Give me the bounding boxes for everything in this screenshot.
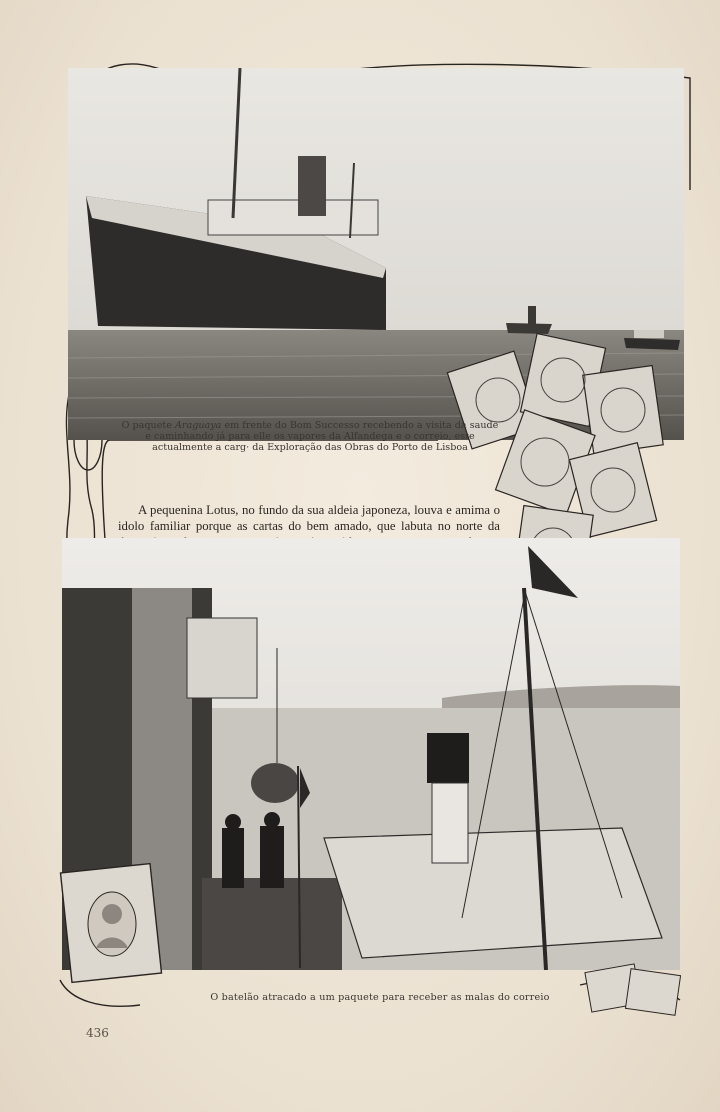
- page-number: 436: [86, 1026, 109, 1040]
- photo1-caption: [120, 420, 500, 454]
- photo2-caption: O batelão atracado a um paquete para receber as malas do correio: [210, 992, 550, 1003]
- stamp-portrait: [58, 858, 168, 998]
- article-paragraph: A pequenina Lotus, no fundo da sua aldeia japoneza, louva e amima o idolo familiar porque as cartas do bem amado, que labuta no norte da: [118, 502, 500, 533]
- ship-name: Araguaya: [174, 420, 222, 431]
- stamps-bottom-right: [578, 960, 688, 1020]
- caption-text: O paquete: [121, 420, 175, 431]
- caption-text: em frente do Bom Successo recebendo a visita da saude e caminhando já para elle os vapores da Alfandega e o correio, este actualmente a carg· da Exploração das Obras do Porto de Lisboa: [145, 420, 499, 454]
